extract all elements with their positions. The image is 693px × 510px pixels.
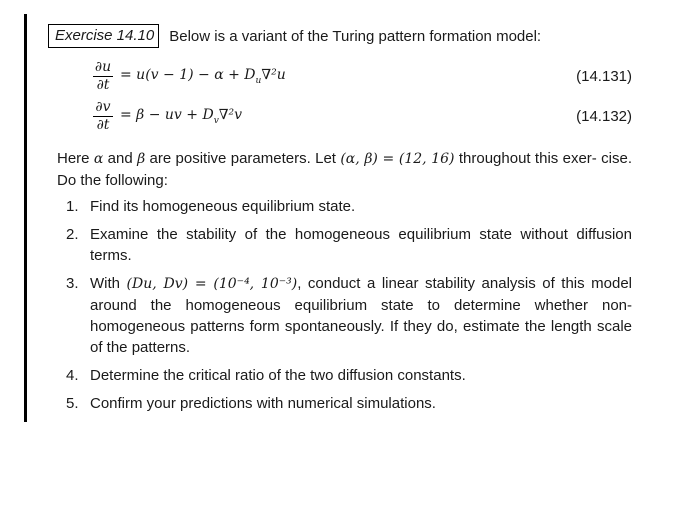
- task-list: [66, 196, 632, 421]
- exercise-intro: Below is a variant of the Turing pattern formation model:: [169, 27, 542, 45]
- derivative-dv-dt: $\frac{\partial v}{\partial t}$: [95, 99, 111, 133]
- equation-14-131: [90, 60, 632, 93]
- parameter-paragraph: Here α and β are positive parameters. Let (α, β) = (12, 16) throughout this exer- cise. Do the following:: [57, 150, 632, 189]
- equation-number: (14.132): [576, 108, 632, 125]
- derivative-du-dt: $\frac{\partial u}{\partial t}$: [94, 59, 112, 93]
- equation-rhs: = $u(v - 1) - \alpha + D_u\nabla^2u$: [120, 67, 286, 86]
- equation-rhs: = β − uv + $D_v\nabla^2v$: [120, 107, 243, 126]
- list-item: 1. Find its homogeneous equilibrium state.: [66, 198, 356, 215]
- list-item: 3. With (Du, Dv) = (10⁻⁴, 10⁻³), conduct a linear stability analysis of this model around the homogeneous equilibrium state to determine whether non-homogeneous patterns form spontaneously. If they do, estimate the length scale of the patterns.: [66, 275, 632, 356]
- list-item: 2. Examine the stability of the homogeneous equilibrium state without diffusion terms.: [66, 226, 632, 264]
- equation-14-132: [90, 100, 632, 133]
- list-item: 5. Confirm your predictions with numerical simulations.: [66, 395, 436, 412]
- equation-number: (14.131): [576, 68, 632, 85]
- margin-rule: [24, 14, 27, 422]
- list-item: 4. Determine the critical ratio of the two diffusion constants.: [66, 367, 466, 384]
- exercise-header: [48, 24, 541, 48]
- exercise-label: Exercise 14.10: [48, 24, 159, 48]
